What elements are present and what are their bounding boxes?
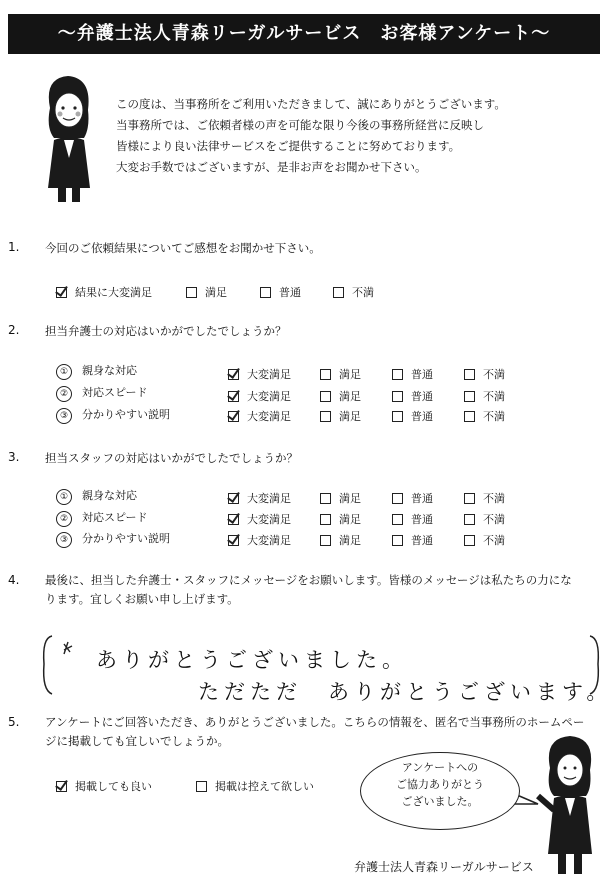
q2-r1-option-1[interactable]: 大変満足 [228, 366, 291, 382]
q2-r2-option-2[interactable]: 満足 [320, 388, 361, 404]
q3-text: 担当スタッフの対応はいかがでしたでしょうか？ [45, 451, 298, 465]
q4-number: 4. [8, 573, 20, 587]
intro-line: 当事務所では、ご依頼者様の声を可能な限り今後の事務所経営に反映し [116, 118, 484, 132]
footer-firm-name: 弁護士法人青森リーガルサービス [354, 860, 534, 874]
q5-option-2[interactable]: 掲載は控えて欲しい [196, 778, 314, 794]
checkbox[interactable] [392, 369, 403, 380]
answer-handwritten-line-1: ありがとうございました。 [96, 648, 408, 672]
circled-number: ② [56, 511, 72, 527]
q1-option-4[interactable] [333, 284, 374, 300]
circled-number: ③ [56, 532, 72, 548]
checkbox[interactable] [320, 535, 331, 546]
checkbox[interactable] [320, 369, 331, 380]
q5-number: 5. [8, 715, 20, 729]
q3-r1-option-1[interactable]: 大変満足 [228, 490, 291, 506]
circled-number: ① [56, 489, 72, 505]
q3-r3-option-2[interactable]: 満足 [320, 532, 361, 548]
checkbox[interactable] [464, 411, 475, 422]
q3-r3-option-1[interactable]: 大変満足 [228, 532, 291, 548]
q3-r3-option-3[interactable]: 普通 [392, 532, 433, 548]
q1-number: 1. [8, 240, 20, 254]
q3-r3-option-4[interactable]: 不満 [464, 532, 505, 548]
q3-r2-option-3[interactable]: 普通 [392, 511, 433, 527]
q2-row-label: ③ 分かりやすい説明 [56, 406, 170, 424]
bubble-line: ございました。 [401, 795, 479, 808]
q1-option-2[interactable] [186, 284, 227, 300]
q3-row-label: ① 親身な対応 [56, 487, 137, 505]
answer-handwritten-line-2: ただただ ありがとうございます。 [198, 680, 612, 704]
checkbox[interactable] [228, 535, 239, 546]
q1-option-1[interactable] [56, 284, 152, 300]
q2-r2-option-1[interactable]: 大変満足 [228, 388, 291, 404]
checkbox[interactable] [320, 493, 331, 504]
thanks-speech-bubble [360, 752, 520, 830]
checkbox[interactable] [228, 493, 239, 504]
checkbox[interactable] [464, 514, 475, 525]
checkbox[interactable] [260, 287, 271, 298]
q2-r2-option-4[interactable]: 不満 [464, 388, 505, 404]
circled-number: ② [56, 386, 72, 402]
bubble-line: アンケートへの [401, 761, 479, 774]
q4-text-line: ります。宜しくお願い申し上げます。 [45, 592, 239, 606]
woman-illustration-top [30, 68, 108, 208]
checkbox[interactable] [464, 391, 475, 402]
q5-option-1[interactable]: 掲載しても良い [56, 778, 152, 794]
q3-r2-option-4[interactable]: 不満 [464, 511, 505, 527]
q2-row-label: ① 親身な対応 [56, 362, 137, 380]
q5-text-line: アンケートにご回答いただき、ありがとうございました。こちらの情報を、匿名で当事務所のホームペー [45, 715, 585, 729]
q4-text-line: 最後に、担当した弁護士・スタッフにメッセージをお願いします。皆様のメッセージは私たちの力にな [45, 573, 572, 587]
q3-row-label: ② 対応スピード [56, 509, 148, 527]
checkbox[interactable] [228, 391, 239, 402]
checkbox[interactable] [464, 535, 475, 546]
q2-r3-option-4[interactable]: 不満 [464, 408, 505, 424]
q3-r2-option-1[interactable]: 大変満足 [228, 511, 291, 527]
q2-row-label: ② 対応スピード [56, 384, 148, 402]
q2-text: 担当弁護士の対応はいかがでしたでしょうか？ [45, 324, 287, 338]
q3-r2-option-2[interactable]: 満足 [320, 511, 361, 527]
q3-number: 3. [8, 450, 20, 464]
q2-r3-option-2[interactable]: 満足 [320, 408, 361, 424]
checkbox[interactable] [56, 287, 67, 298]
q2-r1-option-3[interactable]: 普通 [392, 366, 433, 382]
q3-r1-option-3[interactable]: 普通 [392, 490, 433, 506]
option-label: 不満 [352, 286, 374, 299]
checkbox[interactable] [392, 514, 403, 525]
checkbox[interactable] [320, 391, 331, 402]
q4-text [45, 571, 605, 609]
q1-option-3[interactable] [260, 284, 301, 300]
checkbox[interactable] [464, 493, 475, 504]
page-title: ～弁護士法人青森リーガルサービス お客様アンケート～ [8, 14, 600, 54]
intro-line: 皆様により良い法律サービスをご提供することに努めております。 [116, 139, 461, 153]
checkbox[interactable] [333, 287, 344, 298]
checkbox[interactable] [320, 514, 331, 525]
checkbox[interactable] [56, 781, 67, 792]
checkbox[interactable] [196, 781, 207, 792]
q5-text-line: ジに掲載しても宜しいでしょうか。 [45, 734, 229, 748]
q2-r2-option-3[interactable]: 普通 [392, 388, 433, 404]
checkbox[interactable] [392, 391, 403, 402]
circled-number: ① [56, 364, 72, 380]
intro-line: この度は、当事務所をご利用いただきまして、誠にありがとうございます。 [116, 97, 506, 111]
option-label: 満足 [205, 286, 227, 299]
q5-text [45, 713, 605, 751]
q2-r1-option-2[interactable]: 満足 [320, 366, 361, 382]
option-label: 普通 [279, 286, 301, 299]
q3-r1-option-4[interactable]: 不満 [464, 490, 505, 506]
q2-r1-option-4[interactable]: 不満 [464, 366, 505, 382]
q2-r3-option-1[interactable]: 大変満足 [228, 408, 291, 424]
option-label: 結果に大変満足 [75, 286, 152, 299]
checkbox[interactable] [228, 514, 239, 525]
checkbox[interactable] [464, 369, 475, 380]
bubble-line: ご協力ありがとう [396, 778, 484, 791]
woman-illustration-bottom [532, 730, 608, 880]
q2-r3-option-3[interactable]: 普通 [392, 408, 433, 424]
checkbox[interactable] [392, 535, 403, 546]
q2-number: 2. [8, 323, 20, 337]
intro-text [116, 94, 596, 178]
intro-line: 大変お手数ではございますが、是非お声をお聞かせ下さい。 [116, 160, 427, 174]
q1-text: 今回のご依頼結果についてご感想をお聞かせ下さい。 [45, 241, 321, 255]
circled-number: ③ [56, 408, 72, 424]
checkbox[interactable] [228, 411, 239, 422]
q3-r1-option-2[interactable]: 満足 [320, 490, 361, 506]
q3-row-label: ③ 分かりやすい説明 [56, 530, 170, 548]
checkbox[interactable] [392, 493, 403, 504]
checkbox[interactable] [392, 411, 403, 422]
checkbox[interactable] [320, 411, 331, 422]
checkbox[interactable] [228, 369, 239, 380]
checkbox[interactable] [186, 287, 197, 298]
